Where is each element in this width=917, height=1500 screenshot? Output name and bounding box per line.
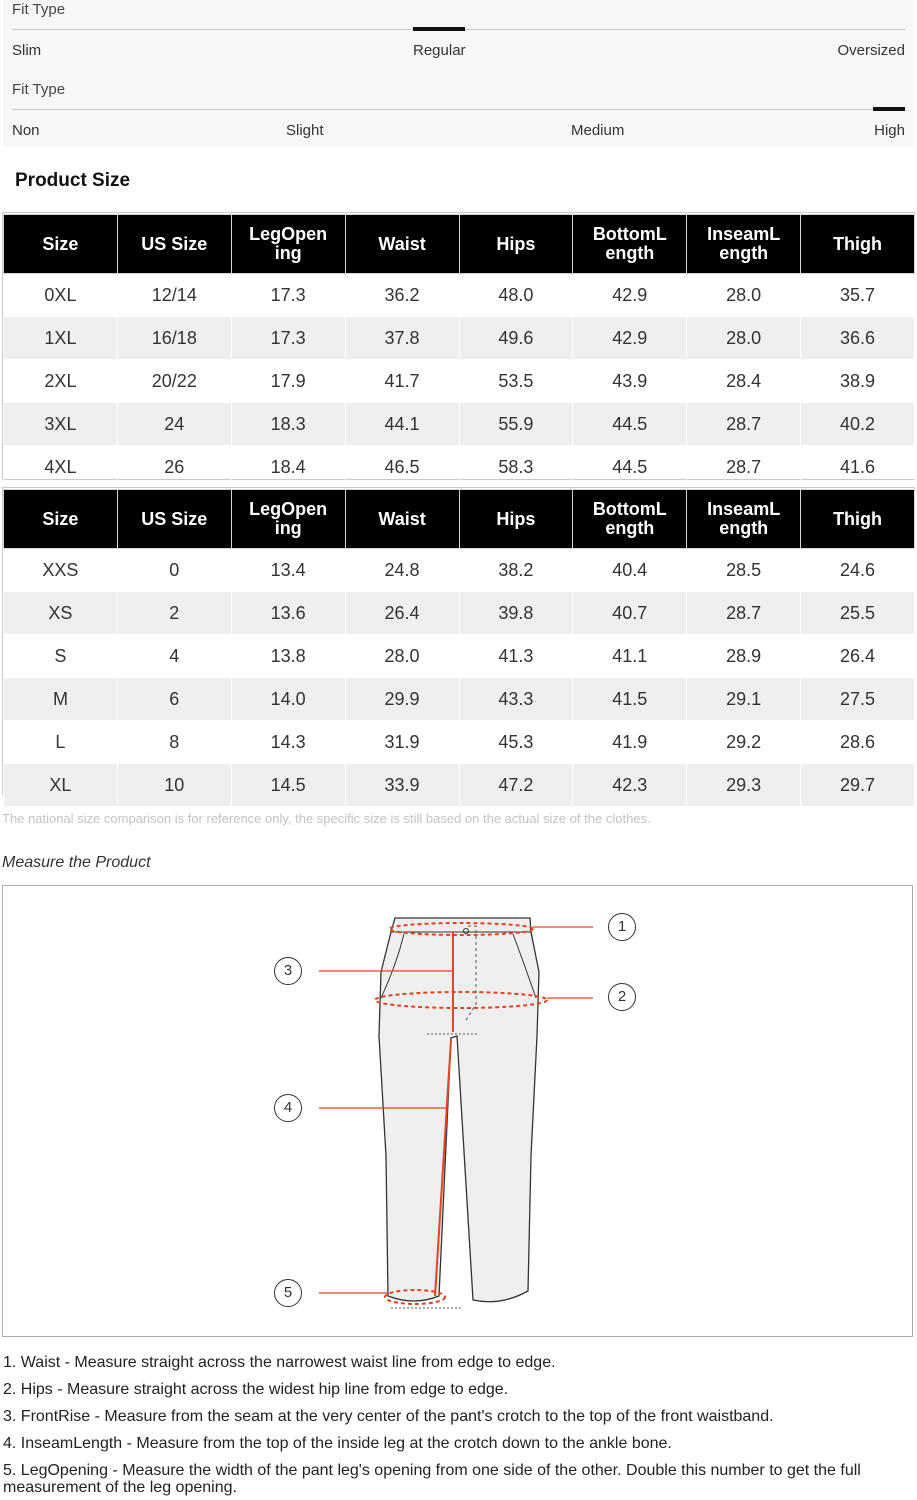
table-cell: 45.3 [459, 721, 573, 764]
table-cell: 4XL [4, 446, 118, 489]
table-cell: 1XL [4, 317, 118, 360]
callout-5: 5 [274, 1279, 302, 1307]
table-cell: 28.7 [687, 592, 801, 635]
fit-label-oversized: Oversized [837, 42, 905, 59]
table-cell: 29.2 [687, 721, 801, 764]
instruction-waist: 1. Waist - Measure straight across the narrowest waist line from edge to edge. [3, 1354, 556, 1371]
table-cell: 8 [117, 721, 231, 764]
table-cell: 13.4 [231, 549, 345, 592]
table-cell: 29.1 [687, 678, 801, 721]
table-cell: 17.3 [231, 317, 345, 360]
table-cell: 12/14 [117, 274, 231, 317]
table-cell: 44.1 [345, 403, 459, 446]
table-cell: 14.3 [231, 721, 345, 764]
table-cell: 28.0 [687, 274, 801, 317]
size-disclaimer-note: The national size comparison is for reference only, the specific size is still based on the actual size of the clothes. [2, 811, 651, 826]
table-cell: 48.0 [459, 274, 573, 317]
header-thigh: Thigh [801, 215, 915, 274]
table-cell: 44.5 [573, 403, 687, 446]
table-cell: 29.7 [801, 764, 915, 807]
callout-4: 4 [274, 1094, 302, 1122]
table-cell: 14.0 [231, 678, 345, 721]
header-size: Size [4, 490, 118, 549]
stretch-selected-marker [873, 107, 905, 111]
table-cell: 36.2 [345, 274, 459, 317]
table-cell: 28.6 [801, 721, 915, 764]
table-cell: 26.4 [345, 592, 459, 635]
table-cell: 31.9 [345, 721, 459, 764]
header-size: Size [4, 215, 118, 274]
size-table-plus [3, 214, 915, 489]
table-cell: XL [4, 764, 118, 807]
table-cell: 40.2 [801, 403, 915, 446]
table-cell: 3XL [4, 403, 118, 446]
table-cell: 2 [117, 592, 231, 635]
table-cell: 33.9 [345, 764, 459, 807]
table-cell: 36.6 [801, 317, 915, 360]
header-waist: Waist [345, 490, 459, 549]
table-cell: 49.6 [459, 317, 573, 360]
table-cell: 42.9 [573, 274, 687, 317]
table-row [4, 446, 915, 489]
table-cell: 18.4 [231, 446, 345, 489]
table-cell: 41.6 [801, 446, 915, 489]
table-cell: 58.3 [459, 446, 573, 489]
header-us-size: US Size [117, 490, 231, 549]
table-cell: M [4, 678, 118, 721]
table-cell: 24 [117, 403, 231, 446]
header-bottom-length: BottomL ength [573, 215, 687, 274]
product-size-title: Product Size [15, 170, 131, 191]
callout-2: 2 [608, 983, 636, 1011]
table-cell: 2XL [4, 360, 118, 403]
table-cell: 44.5 [573, 446, 687, 489]
table-header-row [4, 215, 915, 274]
table-cell: 27.5 [801, 678, 915, 721]
stretch-label-medium: Medium [571, 122, 625, 139]
table-cell: 47.2 [459, 764, 573, 807]
header-hips: Hips [459, 490, 573, 549]
table-cell: L [4, 721, 118, 764]
pants-illustration [3, 886, 912, 1336]
table-body-plus [4, 274, 915, 489]
instruction-front-rise: 3. FrontRise - Measure from the seam at the very center of the pant's crotch to the top of the front waistband. [3, 1408, 774, 1425]
instruction-leg-opening: 5. LegOpening - Measure the width of the pant leg's opening from one side of the other. Double this number to get the full measurement of the leg opening. [3, 1462, 861, 1496]
measure-title: Measure the Product [2, 854, 151, 871]
fit-label-regular: Regular [413, 42, 466, 59]
header-hips: Hips [459, 215, 573, 274]
table-cell: 53.5 [459, 360, 573, 403]
header-us-size: US Size [117, 215, 231, 274]
table-row [4, 360, 915, 403]
table-cell: 10 [117, 764, 231, 807]
table-cell: 35.7 [801, 274, 915, 317]
stretch-label-high: High [874, 122, 905, 139]
table-row [4, 274, 915, 317]
table-cell: 26.4 [801, 635, 915, 678]
table-cell: 20/22 [117, 360, 231, 403]
instruction-inseam: 4. InseamLength - Measure from the top of the inside leg at the crotch down to the ankle bone. [3, 1435, 672, 1452]
header-leg-opening: LegOpen ing [231, 215, 345, 274]
table-cell: 25.5 [801, 592, 915, 635]
fit-type-selected-marker [413, 27, 465, 31]
stretch-scale-line [12, 109, 905, 110]
table-cell: 42.9 [573, 317, 687, 360]
table-cell: 28.4 [687, 360, 801, 403]
table-cell: 14.5 [231, 764, 345, 807]
measurement-diagram [2, 885, 913, 1337]
header-bottom-length: BottomL ength [573, 490, 687, 549]
table-row [4, 678, 915, 721]
pants-outline [379, 918, 539, 1302]
table-cell: 40.7 [573, 592, 687, 635]
stretch-label-non: Non [12, 122, 40, 139]
table-cell: 43.3 [459, 678, 573, 721]
table-cell: 17.9 [231, 360, 345, 403]
table-body-regular [4, 549, 915, 807]
table-cell: 17.3 [231, 274, 345, 317]
instruction-hips: 2. Hips - Measure straight across the widest hip line from edge to edge. [3, 1381, 509, 1398]
table-cell: 41.1 [573, 635, 687, 678]
table-row [4, 721, 915, 764]
table-cell: XXS [4, 549, 118, 592]
table-cell: 28.0 [345, 635, 459, 678]
table-row [4, 403, 915, 446]
table-cell: 41.9 [573, 721, 687, 764]
stretch-type-title: Fit Type [12, 81, 66, 98]
table-cell: 29.9 [345, 678, 459, 721]
table-cell: 28.7 [687, 403, 801, 446]
table-cell: 42.3 [573, 764, 687, 807]
callout-3: 3 [274, 957, 302, 985]
table-cell: 43.9 [573, 360, 687, 403]
stretch-label-slight: Slight [286, 122, 324, 139]
table-cell: 41.5 [573, 678, 687, 721]
table-cell: 41.3 [459, 635, 573, 678]
table-cell: 41.7 [345, 360, 459, 403]
header-inseam-length: InseamL ength [687, 490, 801, 549]
table-cell: 37.8 [345, 317, 459, 360]
fit-type-panel [3, 0, 914, 147]
table-cell: 13.8 [231, 635, 345, 678]
fit-label-slim: Slim [12, 42, 42, 59]
table-cell: 38.2 [459, 549, 573, 592]
table-row [4, 317, 915, 360]
header-leg-opening: LegOpen ing [231, 490, 345, 549]
table-cell: 40.4 [573, 549, 687, 592]
table-cell: 0XL [4, 274, 118, 317]
table-cell: 24.8 [345, 549, 459, 592]
table-cell: 6 [117, 678, 231, 721]
table-cell: 18.3 [231, 403, 345, 446]
table-cell: 26 [117, 446, 231, 489]
header-inseam-length: InseamL ength [687, 215, 801, 274]
table-cell: S [4, 635, 118, 678]
table-row [4, 549, 915, 592]
table-cell: 16/18 [117, 317, 231, 360]
table-cell: 4 [117, 635, 231, 678]
table-cell: 24.6 [801, 549, 915, 592]
table-cell: 38.9 [801, 360, 915, 403]
size-table-regular [3, 489, 915, 807]
table-cell: 13.6 [231, 592, 345, 635]
table-cell: 39.8 [459, 592, 573, 635]
table-row [4, 635, 915, 678]
table-cell: XS [4, 592, 118, 635]
fit-type-title: Fit Type [12, 1, 66, 18]
table-cell: 0 [117, 549, 231, 592]
table-row [4, 592, 915, 635]
table-cell: 28.9 [687, 635, 801, 678]
table-row [4, 764, 915, 807]
table-cell: 46.5 [345, 446, 459, 489]
table-cell: 28.7 [687, 446, 801, 489]
table-cell: 29.3 [687, 764, 801, 807]
table-cell: 28.0 [687, 317, 801, 360]
callout-1: 1 [608, 913, 636, 941]
header-thigh: Thigh [801, 490, 915, 549]
table-cell: 55.9 [459, 403, 573, 446]
table-cell: 28.5 [687, 549, 801, 592]
table-header-row [4, 490, 915, 549]
header-waist: Waist [345, 215, 459, 274]
